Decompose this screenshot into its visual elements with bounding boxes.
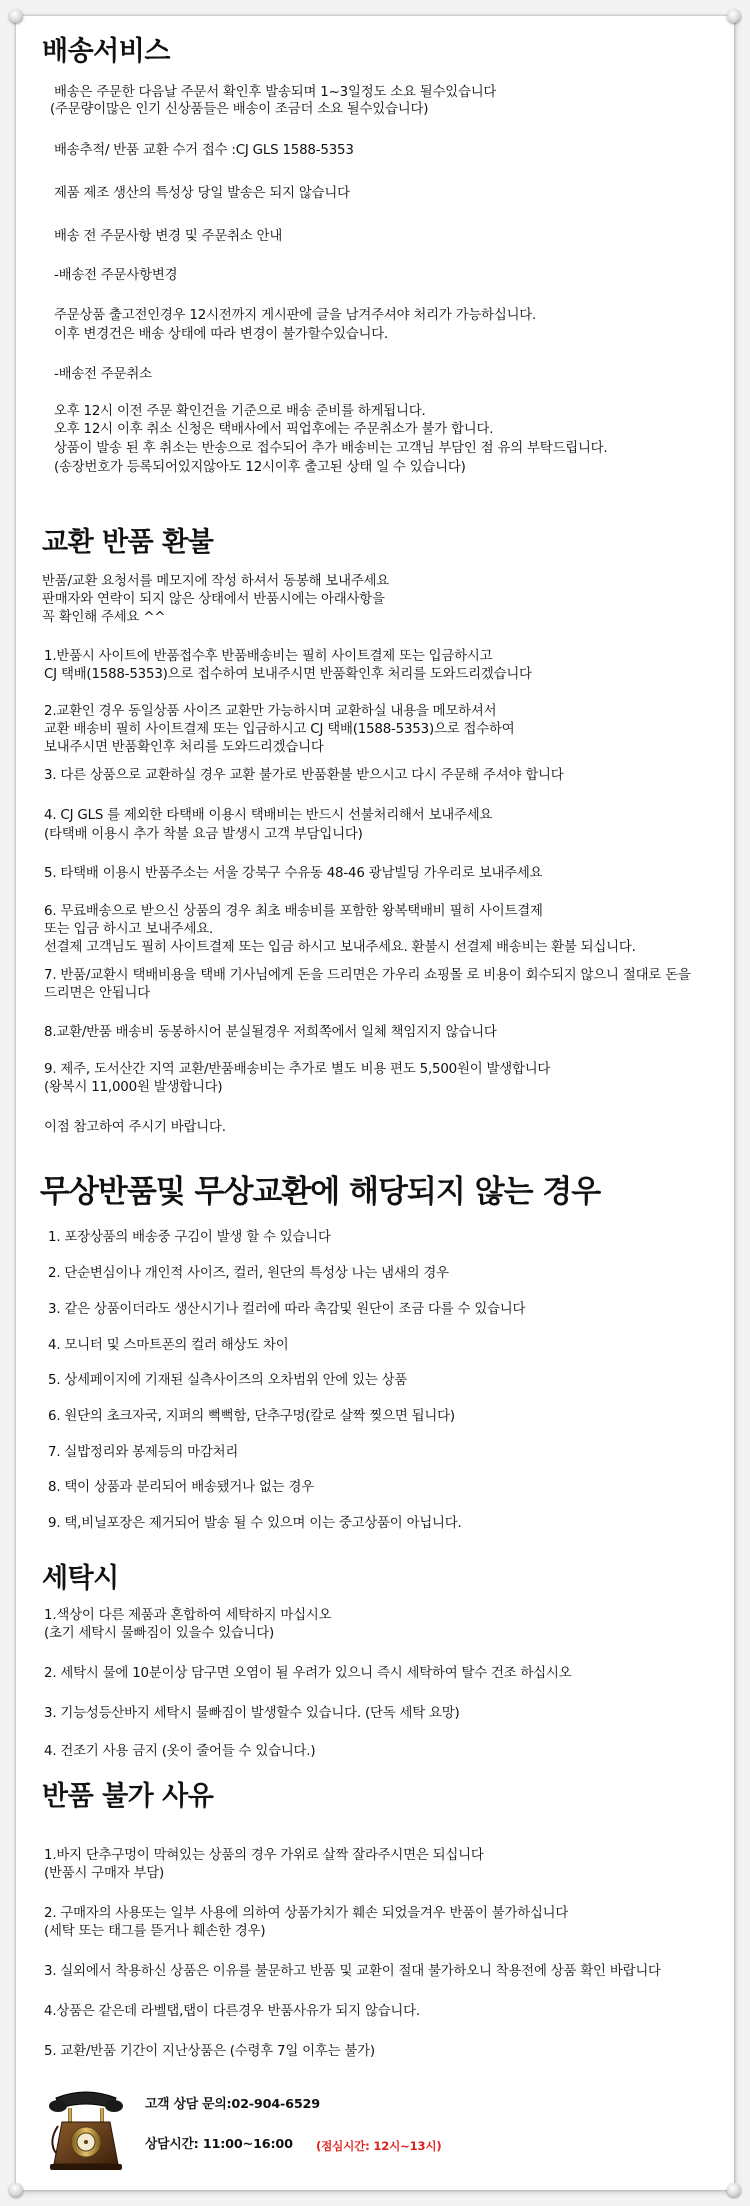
exchange-intro-line: 반품/교환 요청서를 메모지에 작성 하셔서 동봉해 보내주세요 — [42, 574, 390, 589]
shipping-line: (송장번호가 등록되어있지않아도 12시이후 출고된 상태 일 수 있습니다) — [54, 460, 466, 475]
shipping-line: 제품 제조 생산의 특성상 당일 발송은 되지 않습니다 — [54, 186, 350, 201]
washing-item: 3. 기능성등산바지 세탁시 물빠짐이 발생할수 있습니다. (단독 세탁 요망) — [44, 1706, 460, 1721]
exchange-item-line: 3. 다른 상품으로 교환하실 경우 교환 불가로 반품환불 받으시고 다시 주문해 주셔야 합니다 — [44, 768, 564, 783]
shipping-line: 배송추적/ 반품 교환 수거 접수 :CJ GLS 1588-5353 — [54, 143, 354, 158]
shipping-line: -배송전 주문사항변경 — [54, 268, 178, 283]
not-free-item: 8. 택이 상품과 분리되어 배송됐거나 없는 경우 — [48, 1480, 314, 1495]
shipping-line: 이후 변경건은 배송 상태에 따라 변경이 불가할수있습니다. — [54, 327, 389, 342]
not-free-item: 9. 택,비닐포장은 제거되어 발송 될 수 있으며 이는 중고상품이 아닙니다. — [48, 1516, 462, 1531]
exchange-intro-line: 판매자와 연락이 되지 않은 상태에서 반품시에는 아래사항을 — [42, 592, 385, 607]
washing-item: 2. 세탁시 물에 10분이상 담구면 오염이 될 우려가 있으니 즉시 세탁하여 탈수 건조 하십시오 — [44, 1666, 572, 1681]
exchange-item-line: 드리면은 안됩니다 — [44, 986, 150, 1001]
shipping-line: 상품이 발송 된 후 취소는 반송으로 접수되어 추가 배송비는 고객님 부담인 점 유의 부탁드립니다. — [54, 441, 608, 456]
no-return-item: 1.바지 단추구멍이 막혀있는 상품의 경우 가위로 살짝 잘라주시면은 되십니다 — [44, 1848, 484, 1863]
not-free-item: 7. 실밥정리와 봉제등의 마감처리 — [48, 1445, 239, 1460]
exchange-item-line: 교환 배송비 필히 사이트결제 또는 입금하시고 CJ 택배(1588-5353)으로 접수하여 — [44, 722, 515, 737]
shipping-line: 주문상품 출고전인경우 12시전까지 게시판에 글을 남겨주셔야 처리가 가능하십니다. — [54, 308, 537, 323]
contact-lunch-hours: (점심시간: 12시~13시) — [316, 2139, 442, 2153]
contact-hours: 상담시간: 11:00~16:00 — [145, 2137, 293, 2152]
no-return-item: (세탁 또는 태그를 뜯거나 훼손한 경우) — [44, 1924, 266, 1939]
no-return-item: 4.상품은 같은데 라벨탭,탭이 다른경우 반품사유가 되지 않습니다. — [44, 2004, 420, 2019]
exchange-intro-line: 꼭 확인해 주세요 ^^ — [42, 610, 166, 625]
exchange-item-line: 2.교환인 경우 동일상품 사이즈 교환만 가능하시며 교환하실 내용을 메모하셔서 — [44, 704, 497, 719]
shipping-line: -배송전 주문취소 — [54, 367, 152, 382]
exchange-item-line: 6. 무료배송으로 받으신 상품의 경우 최초 배송비를 포함한 왕복택배비 필히 사이트결제 — [44, 904, 543, 919]
washing-title: 세탁시 — [42, 1563, 119, 1594]
shipping-line: (주문량이많은 인기 신상품들은 배송이 조금더 소요 될수있습니다) — [50, 102, 429, 117]
exchange-item-line: 9. 제주, 도서산간 지역 교환/반품배송비는 추가로 별도 비용 편도 5,500원이 발생합니다 — [44, 1062, 551, 1077]
not-free-item: 4. 모니터 및 스마트폰의 컬러 해상도 차이 — [48, 1338, 289, 1353]
not-free-item: 3. 같은 상품이더라도 생산시기나 컬러에 따라 촉감및 원단이 조금 다를 수 있습니다 — [48, 1302, 526, 1317]
no-return-title: 반품 불가 사유 — [42, 1781, 214, 1812]
exchange-item-line: (왕복시 11,000원 발생합니다) — [44, 1080, 223, 1095]
shipping-line: 배송은 주문한 다음날 주문서 확인후 발송되며 1~3일정도 소요 될수있습니다 — [54, 85, 497, 100]
washing-item: 1.색상이 다른 제품과 혼합하여 세탁하지 마십시오 — [44, 1608, 332, 1623]
no-return-item: 2. 구매자의 사용또는 일부 사용에 의하여 상품가치가 훼손 되었을겨우 반품이 불가하십니다 — [44, 1906, 569, 1921]
shipping-title: 배송서비스 — [42, 36, 170, 67]
exchange-item-line: 또는 입금 하시고 보내주세요. — [44, 922, 214, 937]
shipping-line: 배송 전 주문사항 변경 및 주문취소 안내 — [54, 229, 283, 244]
no-return-item: (반품시 구매자 부담) — [44, 1866, 165, 1881]
exchange-item-line: 5. 타택배 이용시 반품주소는 서울 강북구 수유동 48-46 광남빌딩 가우리로 보내주세요 — [44, 866, 543, 881]
exchange-item-line: 7. 반품/교환시 택배비용을 택배 기사님에게 돈을 드리면은 가우리 쇼핑몰 로 비용이 회수되지 않으니 절대로 돈을 — [44, 968, 691, 983]
shipping-line: 오후 12시 이전 주문 확인건을 기준으로 배송 준비를 하게됩니다. — [54, 404, 426, 419]
no-return-item: 5. 교환/반품 기간이 지난상품은 (수령후 7일 이후는 불가) — [44, 2044, 375, 2059]
not-free-title: 무상반품및 무상교환에 해당되지 않는 경우 — [40, 1174, 601, 1210]
exchange-title: 교환 반품 환불 — [42, 527, 214, 558]
not-free-item: 2. 단순변심이나 개인적 사이즈, 컬러, 원단의 특성상 나는 냄새의 경우 — [48, 1266, 449, 1281]
no-return-item: 3. 실외에서 착용하신 상품은 이유를 불문하고 반품 및 교환이 절대 불가하오니 착용전에 상품 확인 바랍니다 — [44, 1964, 661, 1979]
not-free-item: 5. 상세페이지에 기재된 실측사이즈의 오차범위 안에 있는 상품 — [48, 1373, 408, 1388]
contact-phone: 고객 상담 문의:02-904-6529 — [145, 2097, 320, 2112]
exchange-item-line: 선결제 고객님도 필히 사이트결제 또는 입금 하시고 보내주세요. 환불시 선결제 배송비는 환불 되십니다. — [44, 940, 636, 955]
washing-item: (초기 세탁시 물빠짐이 있을수 있습니다) — [44, 1626, 275, 1641]
telephone-icon — [46, 2086, 126, 2172]
not-free-item: 6. 원단의 초크자국, 지퍼의 뻑뻑함, 단추구멍(칼로 살짝 찢으면 됩니다) — [48, 1409, 455, 1424]
exchange-item-line: CJ 택배(1588-5353)으로 접수하여 보내주시면 반품확인후 처리를 도와드리겠습니다 — [44, 667, 532, 682]
exchange-item-line: (타택배 이용시 추가 착불 요금 발생시 고객 부담입니다) — [44, 827, 363, 842]
exchange-item-line: 이점 참고하여 주시기 바랍니다. — [44, 1120, 226, 1135]
washing-item: 4. 건조기 사용 금지 (옷이 줄어들 수 있습니다.) — [44, 1744, 316, 1759]
shipping-line: 오후 12시 이후 취소 신청은 택배사에서 픽업후에는 주문취소가 불가 합니다. — [54, 422, 494, 437]
exchange-item-line: 8.교환/반품 배송비 동봉하시어 분실될경우 저희쪽에서 일체 책임지지 않습니다 — [44, 1025, 497, 1040]
not-free-item: 1. 포장상품의 배송중 구김이 발생 할 수 있습니다 — [48, 1230, 331, 1245]
exchange-item-line: 4. CJ GLS 를 제외한 타택배 이용시 택배비는 반드시 선불처리해서 보내주세요 — [44, 808, 493, 823]
exchange-item-line: 1.반품시 사이트에 반품접수후 반품배송비는 필히 사이트결제 또는 입금하시고 — [44, 649, 493, 664]
exchange-item-line: 보내주시면 반품확인후 처리를 도와드리겠습니다 — [44, 740, 324, 755]
